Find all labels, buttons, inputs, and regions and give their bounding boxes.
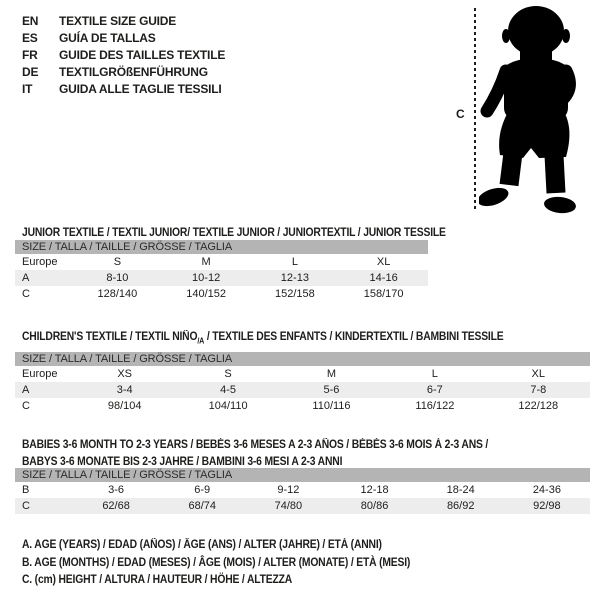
size-cell: L — [431, 368, 438, 380]
language-title-list — [22, 13, 225, 98]
size-header-cell: SIZE / TALLA / TAILLE / GRÖSSE / TAGLIA — [15, 468, 590, 482]
size-cell: 158/170 — [363, 288, 404, 300]
size-cell: 116/122 — [415, 400, 455, 412]
size-cell: 98/104 — [107, 400, 142, 412]
size-cell: 12-13 — [251, 270, 340, 286]
size-header-cell: SIZE / TALLA / TAILLE / GRÖSSE / TAGLIA — [15, 240, 428, 254]
junior-size-table — [15, 240, 428, 302]
size-cell: XS — [117, 368, 133, 380]
size-cell: 110/116 — [312, 400, 351, 412]
size-cell: XL — [531, 368, 546, 380]
table-row — [15, 498, 590, 514]
size-cell: 12-18 — [360, 484, 389, 496]
language-row-fr — [22, 47, 225, 64]
language-code: EN — [22, 14, 39, 28]
row-label: B — [22, 484, 30, 496]
size-cell: 24-36 — [532, 484, 561, 496]
size-cell: S — [224, 368, 232, 380]
children-title-sub: /A — [197, 335, 205, 345]
size-cell: 5-6 — [280, 382, 383, 398]
junior-section-title: JUNIOR TEXTILE / TEXTIL JUNIOR/ TEXTILE JUNIOR / JUNIORTEXTIL / JUNIOR TESSILE — [22, 226, 446, 239]
babies-size-table — [15, 468, 590, 514]
language-row-it — [22, 81, 225, 98]
size-cell: M — [326, 368, 337, 380]
language-code: DE — [22, 65, 39, 79]
babies-section-title — [22, 437, 488, 471]
language-title: GUIDE DES TAILLES TEXTILE — [59, 48, 226, 62]
size-cell: 74/80 — [245, 498, 331, 514]
row-label: C — [22, 288, 30, 300]
size-cell: 62/68 — [73, 498, 159, 514]
row-label: C — [15, 498, 73, 514]
size-cell: 128/140 — [97, 288, 138, 300]
row-label: A — [15, 270, 73, 286]
size-cell: XL — [376, 256, 391, 268]
language-code: ES — [22, 31, 38, 45]
footnote-line-b: B. AGE (MONTHS) / EDAD (MESES) / ÂGE (MOIS) / ALTER (MONATE) / ETÀ (MESI) — [22, 556, 411, 569]
height-measure-line — [474, 8, 476, 211]
babies-title-line2: BABYS 3-6 MONATE BIS 2-3 JAHRE / BAMBINI 3-6 MESI A 2-3 ANNI — [22, 455, 343, 468]
children-title-pre: CHILDREN'S TEXTILE / TEXTIL NIÑO — [22, 330, 198, 343]
table-row — [15, 398, 590, 414]
row-label: A — [15, 382, 73, 398]
language-title: GUIDA ALLE TAGLIE TESSILI — [59, 82, 222, 96]
size-cell: 3-4 — [73, 382, 176, 398]
size-cell: S — [113, 256, 122, 268]
size-cell: 18-24 — [446, 484, 475, 496]
row-label: Europe — [22, 256, 58, 268]
size-cell: 86/92 — [418, 498, 504, 514]
row-label: Europe — [22, 368, 58, 380]
footnote-legend — [22, 537, 410, 590]
language-row-en — [22, 13, 225, 30]
children-title-post: / TEXTILE DES ENFANTS / KINDERTEXTIL / BAMBINI TESSILE — [204, 330, 504, 343]
size-cell: 152/158 — [274, 288, 315, 300]
table-row — [15, 286, 428, 302]
size-cell: 92/98 — [504, 498, 590, 514]
size-cell: 140/152 — [186, 288, 226, 300]
size-cell: 7-8 — [487, 382, 590, 398]
size-cell: 104/110 — [208, 400, 248, 412]
language-title: TEXTILE SIZE GUIDE — [59, 14, 177, 28]
table-row — [15, 482, 590, 498]
table-row — [15, 382, 590, 398]
size-cell: 3-6 — [108, 484, 125, 496]
size-cell: 4-5 — [176, 382, 279, 398]
toddler-silhouette-icon — [479, 5, 591, 215]
size-cell: 68/74 — [159, 498, 245, 514]
size-header-cell: SIZE / TALLA / TAILLE / GRÖSSE / TAGLIA — [15, 352, 590, 366]
footnote-line-c: C. (cm) HEIGHT / ALTURA / HAUTEUR / HÖHE / ALTEZZA — [22, 574, 293, 586]
size-cell: L — [291, 256, 298, 268]
language-title: GUÍA DE TALLAS — [59, 31, 156, 45]
language-title: TEXTILGRÖßENFÜHRUNG — [59, 65, 208, 79]
size-cell: 14-16 — [339, 270, 428, 286]
language-code: FR — [22, 48, 38, 62]
size-cell: 8-10 — [73, 270, 162, 286]
size-cell: 80/86 — [331, 498, 417, 514]
size-cell: 122/128 — [518, 400, 559, 412]
language-code: IT — [22, 82, 33, 96]
language-row-es — [22, 30, 225, 47]
size-cell: 6-9 — [194, 484, 211, 496]
size-cell: 6-7 — [383, 382, 486, 398]
footnote-line-a: A. AGE (YEARS) / EDAD (AÑOS) / ÂGE (ANS) / ALTER (JAHRE) / ETÀ (ANNI) — [22, 539, 382, 551]
table-row — [15, 254, 428, 270]
children-section-title — [22, 329, 503, 349]
table-row — [15, 270, 428, 286]
height-measure-label: C — [456, 107, 465, 121]
language-row-de — [22, 64, 225, 81]
size-cell: M — [201, 256, 211, 268]
babies-title-line1: BABIES 3-6 MONTH TO 2-3 YEARS / BEBÉS 3-6 MESES A 2-3 AÑOS / BÉBÉS 3-6 MOIS À 2-3 ANS / — [22, 438, 489, 451]
size-cell: 9-12 — [277, 484, 300, 496]
size-cell: 10-12 — [162, 270, 251, 286]
children-size-table — [15, 352, 590, 414]
row-label: C — [22, 400, 30, 412]
table-row — [15, 366, 590, 382]
